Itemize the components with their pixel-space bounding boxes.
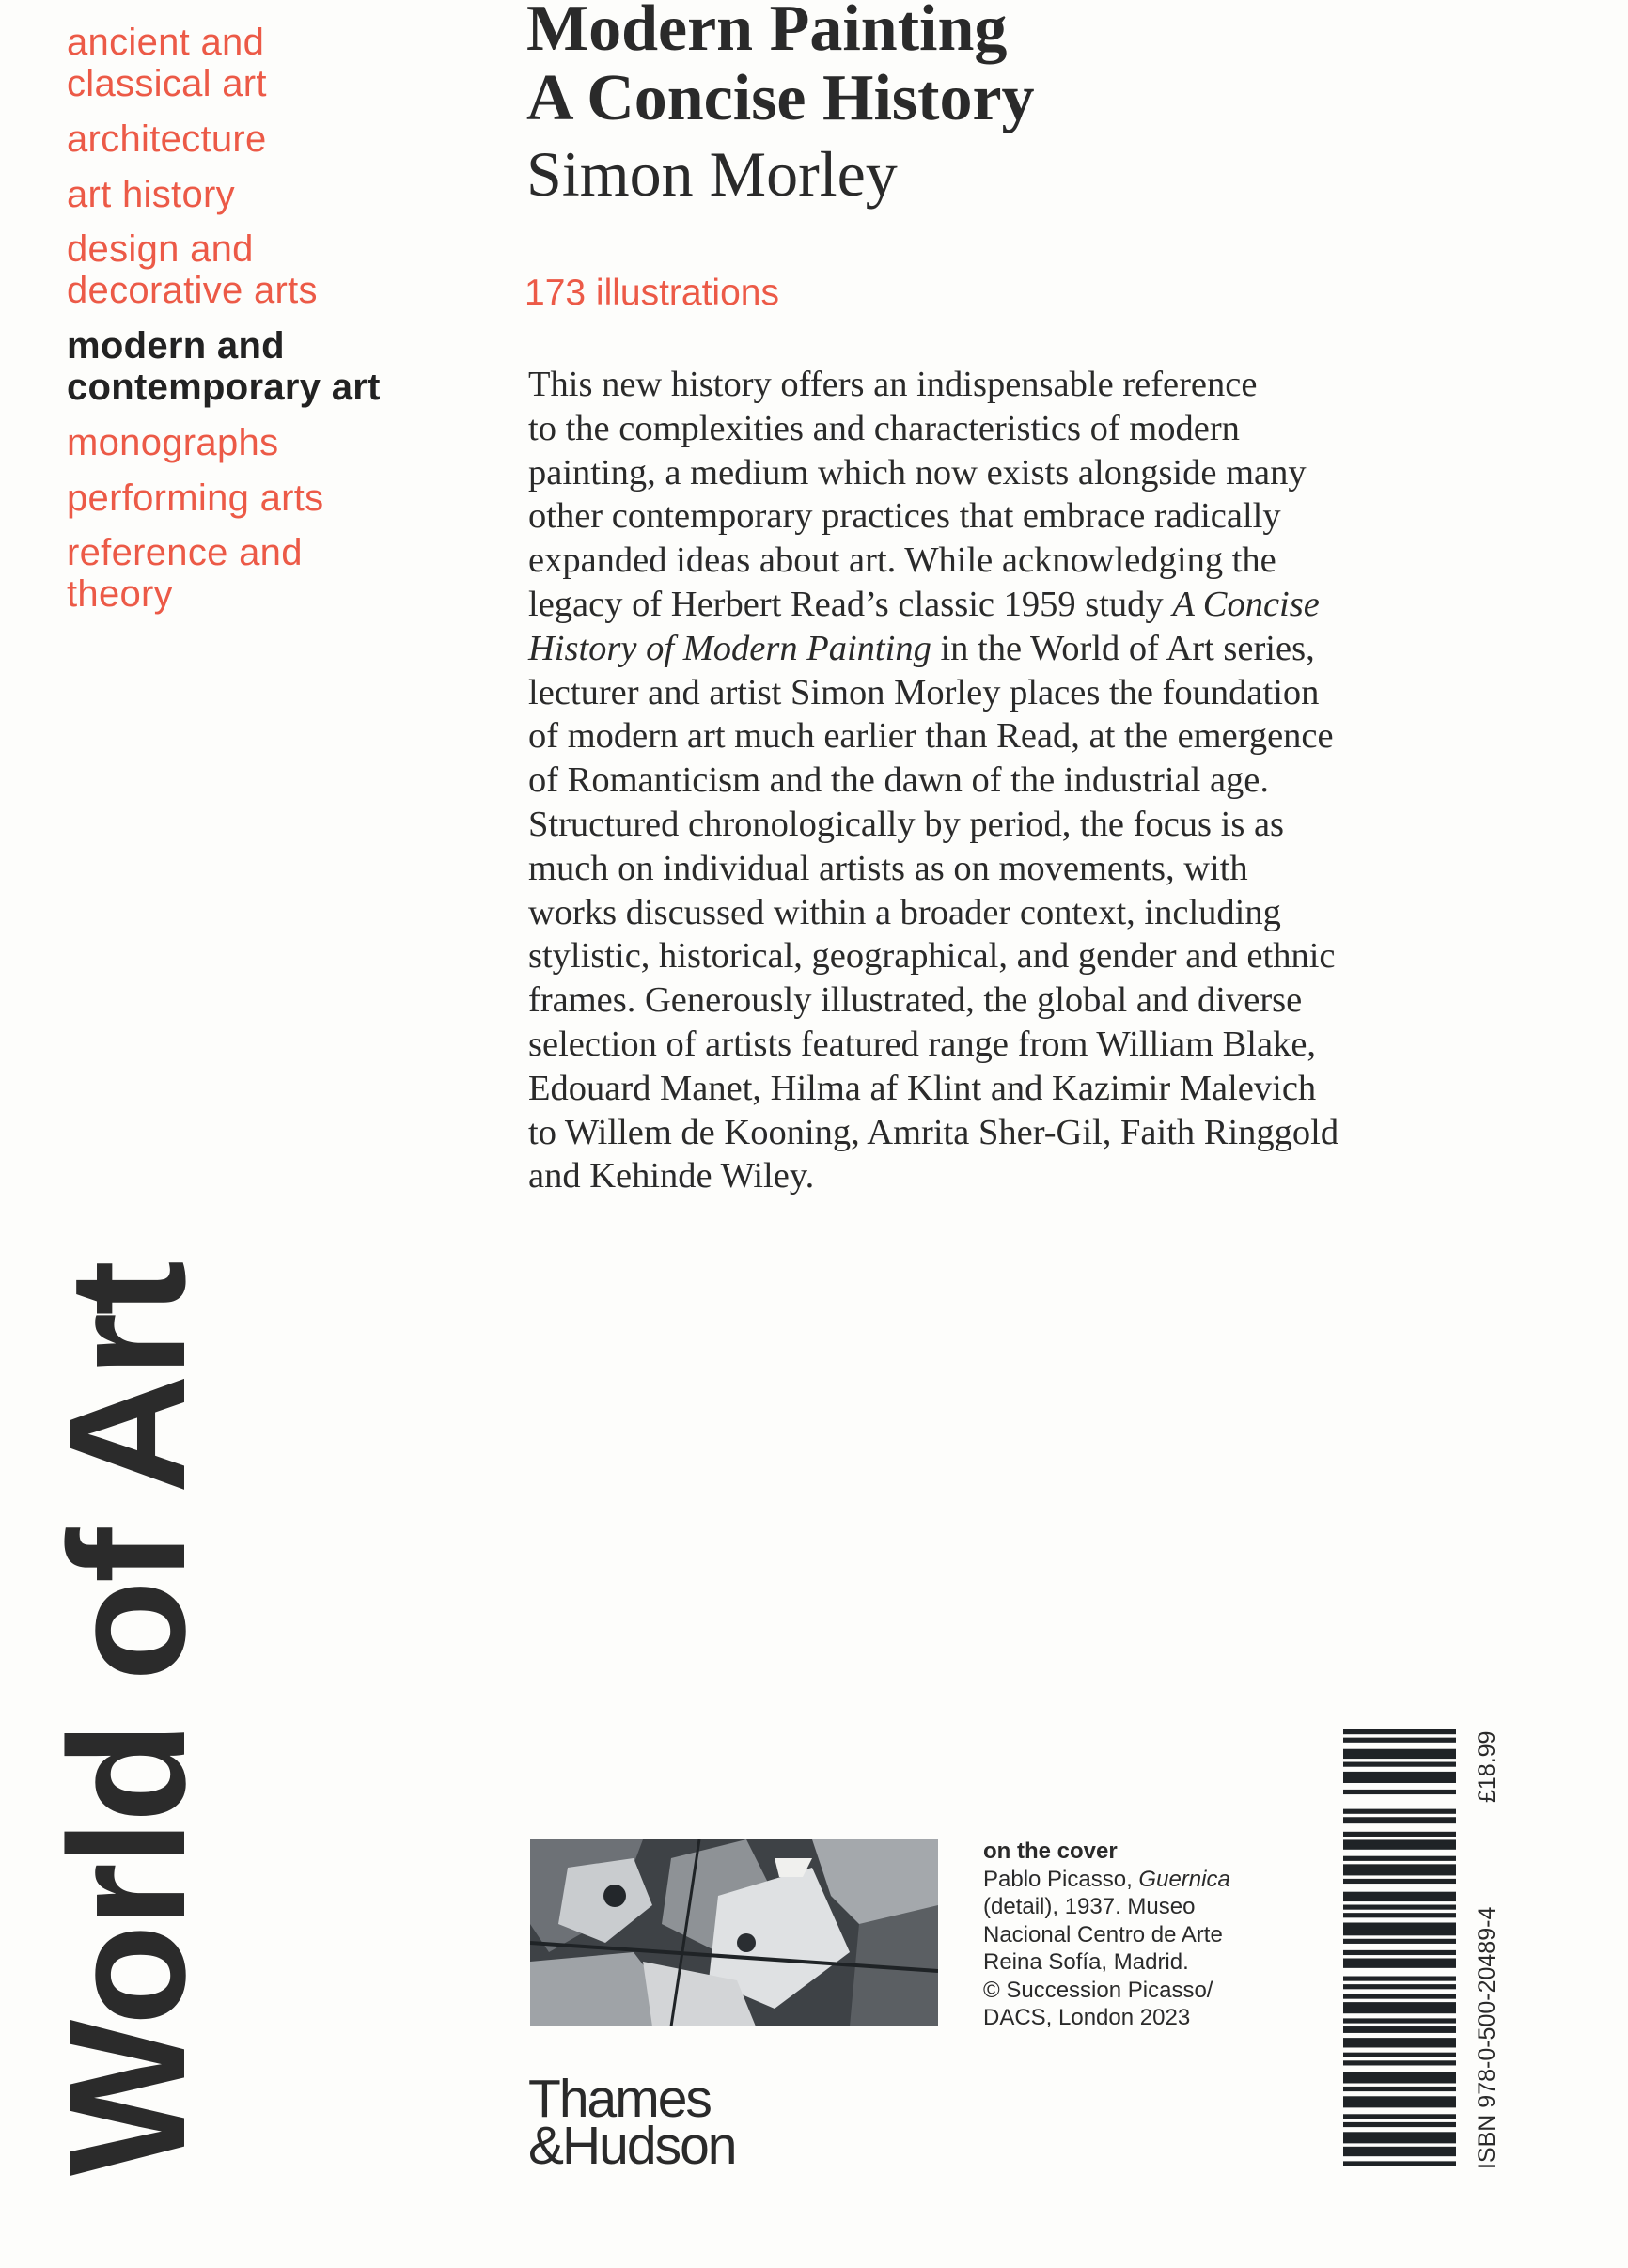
category-label: design and — [67, 228, 254, 271]
cover-caption-line: DACS, London 2023 — [983, 2005, 1191, 2030]
barcode-bar — [1343, 2072, 1456, 2083]
barcode-bar — [1343, 1950, 1456, 1955]
blurb-line — [528, 1111, 1338, 1155]
blurb-segment: to the complexities and characteristics of modern — [528, 408, 1240, 448]
barcode-bar — [1343, 1984, 1456, 1989]
cover-caption — [983, 1838, 1230, 2032]
barcode-bar — [1343, 1817, 1456, 1823]
publisher-line2: &Hudson — [528, 2116, 736, 2176]
blurb-segment: lecturer and artist Simon Morley places the foundation — [528, 672, 1320, 712]
category-item — [67, 118, 267, 160]
barcode-bar — [1343, 1729, 1456, 1734]
category-item — [67, 422, 278, 463]
category-item — [67, 22, 267, 104]
category-label: modern and — [67, 325, 285, 368]
barcode-bar — [1343, 1913, 1456, 1917]
category-label: monographs — [67, 422, 279, 464]
barcode-bar — [1343, 1923, 1456, 1936]
category-label: classical art — [67, 62, 267, 104]
barcode-bar — [1343, 1832, 1456, 1837]
blurb-segment: expanded ideas about art. While acknowledging the — [528, 540, 1276, 581]
category-item — [67, 532, 303, 615]
cover-caption-line: Nacional Centro de Arte — [983, 1921, 1223, 1947]
blurb-segment: selection of artists featured range from William Blake, — [528, 1024, 1317, 1064]
cover-caption-line: (detail), 1937. Museo — [983, 1894, 1196, 1919]
blurb-line — [528, 363, 1338, 407]
category-label: theory — [67, 573, 173, 616]
book-title-line1: Modern Painting — [526, 0, 1008, 65]
cover-image-guernica — [530, 1839, 938, 2026]
barcode-bar — [1343, 1939, 1456, 1944]
blurb-segment: Edouard Manet, Hilma af Klint and Kazimir Malevich — [528, 1068, 1317, 1108]
barcode-bar — [1343, 1772, 1456, 1783]
publisher-line1: Thames — [528, 2069, 711, 2129]
blurb-line — [528, 714, 1338, 759]
blurb-line — [528, 627, 1338, 671]
category-item — [67, 325, 381, 408]
barcode-bar — [1343, 1790, 1456, 1794]
barcode-bar — [1343, 1809, 1456, 1814]
publisher-logo — [528, 2069, 736, 2176]
blurb-segment: legacy of Herbert Read’s classic 1959 study — [528, 584, 1173, 624]
category-label: architecture — [67, 117, 267, 160]
barcode-bar — [1343, 1762, 1456, 1767]
cover-caption-heading: on the cover — [983, 1838, 1118, 1864]
category-label: art history — [67, 173, 235, 215]
barcode-bar — [1343, 2122, 1456, 2127]
barcode — [1343, 1729, 1456, 2169]
blurb-line — [528, 407, 1338, 451]
blurb-segment: and Kehinde Wiley. — [528, 1156, 815, 1197]
blurb-line — [528, 891, 1338, 935]
category-label: reference and — [67, 532, 303, 574]
blurb-segment: History of Modern Painting — [528, 628, 931, 668]
price-text: £18.99 — [1474, 1730, 1500, 1803]
blurb-segment: painting, a medium which now exists alongside many — [528, 452, 1307, 493]
blurb-line — [528, 671, 1338, 715]
blurb-line — [528, 803, 1338, 847]
barcode-bar — [1343, 1749, 1456, 1759]
blurb-segment: of Romanticism and the dawn of the industrial age. — [528, 760, 1269, 801]
blurb-segment: works discussed within a broader context, including — [528, 892, 1281, 932]
barcode-bar — [1343, 2060, 1456, 2065]
barcode-bar — [1343, 2132, 1456, 2143]
barcode-bar — [1343, 1856, 1456, 1861]
barcode-bar — [1343, 2147, 1456, 2156]
category-item — [67, 174, 235, 215]
blurb-segment: in the World of Art series, — [931, 628, 1315, 668]
barcode-bar — [1343, 1994, 1456, 1998]
blurb-segment: frames. Generously illustrated, the global and diverse — [528, 980, 1303, 1021]
barcode-bar — [1343, 2018, 1456, 2023]
barcode-bar — [1343, 2053, 1456, 2057]
illustrations-count: 173 illustrations — [524, 273, 779, 313]
cover-caption-artist: Pablo Picasso, — [983, 1866, 1139, 1892]
cover-caption-work: Guernica — [1138, 1866, 1230, 1892]
barcode-bar — [1343, 1864, 1456, 1875]
category-label: ancient and — [67, 21, 265, 63]
blurb-line — [528, 1067, 1338, 1111]
blurb-segment: Structured chronologically by period, the focus is as — [528, 804, 1285, 844]
book-title-line2: A Concise History — [526, 62, 1035, 134]
blurb-line — [528, 847, 1338, 891]
blurb-segment: of modern art much earlier than Read, at the emergence — [528, 716, 1334, 757]
barcode-bar — [1343, 1738, 1456, 1743]
category-label: performing arts — [67, 477, 324, 519]
blurb-line — [528, 759, 1338, 803]
isbn-text: ISBN 978-0-500-20489-4 — [1474, 1906, 1500, 2169]
blurb-line — [528, 494, 1338, 539]
barcode-bar — [1343, 1892, 1456, 1901]
cover-caption-line: Reina Sofía, Madrid. — [983, 1949, 1189, 1975]
blurb-segment: This new history offers an indispensable reference — [528, 365, 1258, 404]
blurb-segment: other contemporary practices that embrace radically — [528, 496, 1281, 537]
cover-caption-line: © Succession Picasso/ — [983, 1977, 1213, 2003]
blurb-segment: stylistic, historical, geographical, and gender and ethnic — [528, 936, 1336, 977]
blurb-line — [528, 1154, 1338, 1198]
blurb-line — [528, 978, 1338, 1023]
barcode-bar — [1343, 1879, 1456, 1884]
barcode-bar — [1343, 2096, 1456, 2107]
barcode-bar — [1343, 1905, 1456, 1910]
barcode-bar — [1343, 2087, 1456, 2091]
category-label: contemporary art — [67, 367, 381, 409]
series-logo-world-of-art: World of Art — [36, 1263, 220, 2176]
blurb-line — [528, 934, 1338, 978]
barcode-bar — [1343, 1976, 1456, 1980]
blurb-line — [528, 451, 1338, 495]
blurb-segment: much on individual artists as on movements, with — [528, 848, 1248, 888]
barcode-bar — [1343, 1839, 1456, 1849]
author-name: Simon Morley — [526, 138, 898, 210]
barcode-bar — [1343, 2161, 1456, 2166]
blurb-line — [528, 1023, 1338, 1067]
blurb-line — [528, 539, 1338, 583]
barcode-bar — [1343, 2002, 1456, 2013]
barcode-bar — [1343, 2114, 1456, 2119]
barcode-bar — [1343, 2026, 1456, 2033]
blurb-text — [528, 363, 1338, 1198]
category-label: decorative arts — [67, 270, 318, 312]
blurb-segment: to Willem de Kooning, Amrita Sher-Gil, Faith Ringgold — [528, 1112, 1339, 1152]
blurb-line — [528, 583, 1338, 627]
category-item — [67, 228, 318, 311]
barcode-bar — [1343, 1958, 1456, 1967]
category-item — [67, 477, 323, 519]
barcode-bar — [1343, 2038, 1456, 2047]
blurb-segment: A Concise — [1172, 584, 1320, 624]
